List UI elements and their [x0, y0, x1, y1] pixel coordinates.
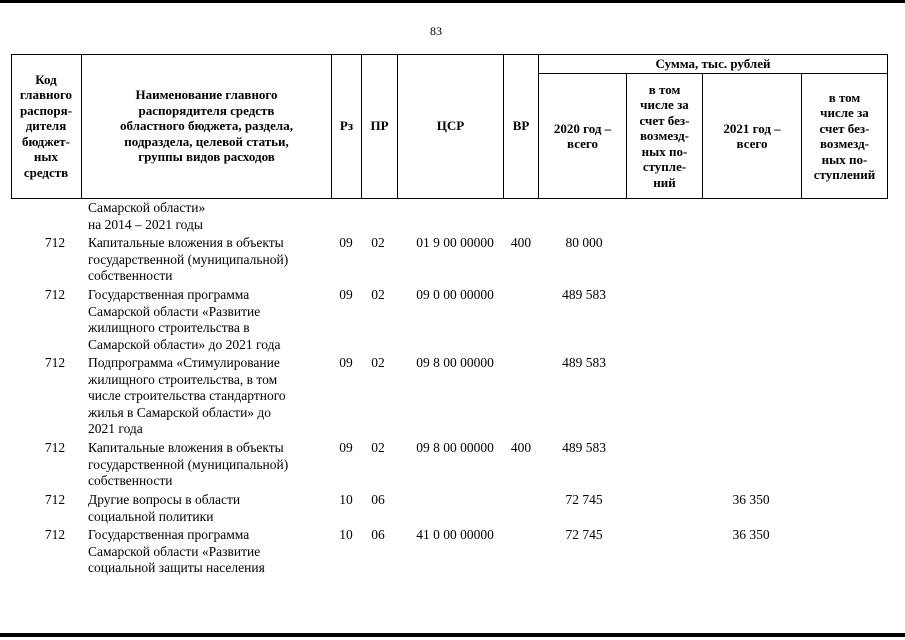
row-sum-2020: 489 583 [562, 355, 606, 370]
header-2021-free: в том числе за счет без- возмезд- ных по- ступлений [813, 89, 876, 182]
row-name: Государственная программа Самарской области «Развитие жилищного строительства в Самарской области» до 2021 года [88, 287, 281, 352]
page-number: 83 [430, 24, 442, 38]
row-name: Капитальные вложения в объекты государственной (муниципальной) собственности [88, 235, 289, 283]
header-sum-group: Сумма, тыс. рублей [655, 55, 771, 71]
row-pr: 02 [371, 355, 385, 370]
row-code: 712 [44, 287, 66, 302]
row-name: Другие вопросы в области социальной политики [88, 492, 241, 524]
row-sum-2020: 489 583 [562, 287, 606, 302]
header-code: Код главного распоря- дителя бюджет- ных средств [19, 71, 73, 180]
row-csr: 09 8 00 00000 [416, 355, 494, 370]
row-sum-2021: 36 350 [732, 527, 770, 542]
row-sum-2020: 80 000 [565, 235, 603, 250]
header-pr: ПР [370, 118, 389, 134]
row-rz: 09 [339, 235, 353, 250]
row-pr: 06 [371, 492, 385, 507]
header-rz: Рз [339, 118, 354, 134]
row-rz: 10 [339, 527, 353, 542]
row-name: Самарской области» на 2014 – 2021 годы [88, 200, 206, 232]
row-name: Государственная программа Самарской области «Развитие социальной защиты населения [88, 527, 265, 575]
row-sum-2020: 489 583 [562, 440, 606, 455]
row-rz: 10 [339, 492, 353, 507]
header-2020-total: 2020 год – всего [553, 120, 612, 151]
row-code: 712 [44, 440, 66, 455]
header-2021-total: 2021 год – всего [723, 120, 781, 151]
row-csr: 41 0 00 00000 [416, 527, 494, 542]
row-rz: 09 [339, 287, 353, 302]
row-code: 712 [44, 527, 66, 542]
row-pr: 02 [371, 440, 385, 455]
row-pr: 02 [371, 287, 385, 302]
row-rz: 09 [339, 440, 353, 455]
row-name: Подпрограмма «Стимулирование жилищного строительства, в том числе строительства стандартного жилья в Самарской области» до 2021 года [88, 355, 286, 436]
table-header [11, 54, 888, 199]
row-pr: 02 [371, 235, 385, 250]
top-rule [0, 0, 905, 3]
header-vline [887, 54, 888, 199]
row-code: 712 [44, 355, 66, 370]
row-vr: 400 [510, 440, 532, 455]
row-code: 712 [44, 235, 66, 250]
header-name: Наименование главного распорядителя средств областного бюджета, раздела, подраздела, целевой статьи, группы видов расходов [120, 87, 293, 165]
row-rz: 09 [339, 355, 353, 370]
row-sum-2020: 72 745 [565, 527, 603, 542]
header-vr: ВР [512, 118, 530, 134]
row-csr: 09 0 00 00000 [416, 287, 494, 302]
header-border-bottom [11, 198, 888, 199]
row-vr: 400 [510, 235, 532, 250]
row-csr: 01 9 00 00000 [416, 235, 494, 250]
row-sum-2021: 36 350 [732, 492, 770, 507]
header-csr: ЦСР [436, 118, 465, 134]
bottom-rule [0, 633, 905, 637]
row-name: Капитальные вложения в объекты государственной (муниципальной) собственности [88, 440, 289, 488]
header-2020-free: в том числе за счет без- возмезд- ных по- ступле- ний [639, 81, 690, 190]
row-code: 712 [44, 492, 66, 507]
row-sum-2020: 72 745 [565, 492, 603, 507]
row-csr: 09 8 00 00000 [416, 440, 494, 455]
row-pr: 06 [371, 527, 385, 542]
